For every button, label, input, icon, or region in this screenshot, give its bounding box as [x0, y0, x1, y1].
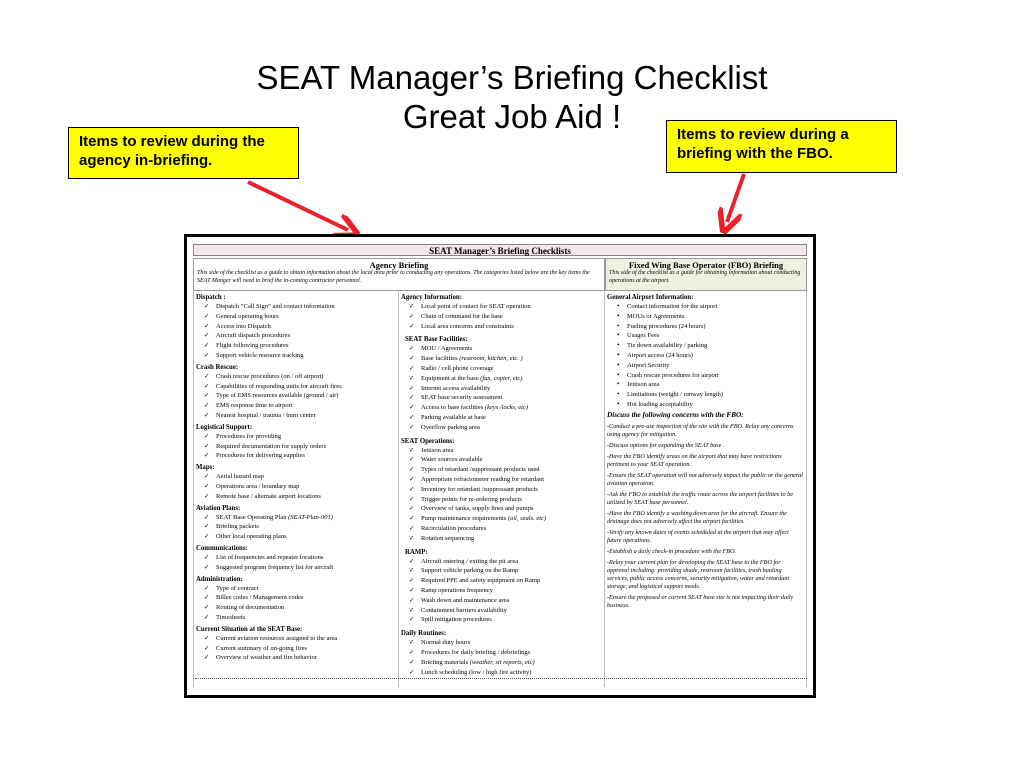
checklist-item: ✓ Other local operating plans [196, 532, 396, 542]
section-logistical-support [196, 424, 396, 461]
concern-item: -Relay your current plan for developing the SEAT base to the FBO for approval including: providing shade, restroom facilities, trash hauling services, public access concerns, security mitigation, water and retardant storage, and logistical support needs. [607, 558, 790, 590]
item-text: Base facilities [421, 355, 460, 363]
bottom-dotted-rule [195, 678, 807, 679]
item-text: Access to base facilities [421, 404, 485, 412]
checklist-item: ✓ Capabilities of responding units for aircraft fires [196, 382, 396, 392]
checklist-item: ✓ List of frequencies and repeater locations [196, 553, 396, 563]
checklist-item: ✓ Inventory for retardant /suppressant products [401, 485, 602, 495]
section-agency-information [401, 294, 602, 331]
checklist-item: ✓ Access into Dispatch [196, 322, 396, 332]
section-title: Administration: [196, 575, 243, 583]
section-title: Dispatch : [196, 294, 226, 301]
checklist-item [401, 514, 602, 524]
checklist-item: ✓ Aircraft entering / exiting the pit area [401, 557, 602, 567]
callout-fbo-briefing: Items to review during a briefing with the FBO. [666, 120, 897, 173]
section-ramp [401, 549, 602, 626]
concern-item: -Have the FBO identify a washing down area for the aircraft. Ensure the drainage does not adversely affect the airport facilities. [607, 509, 787, 525]
item-text: SEAT Base Operating Plan [216, 513, 289, 521]
checklist-item: ✓ Operations area / boundary map [196, 482, 396, 492]
checklist-item: ✓ Support vehicle resource tracking [196, 351, 396, 361]
section-general-airport-information [607, 294, 804, 410]
section-title: Maps: [196, 464, 215, 472]
bullet-item: • Fueling procedures (24 hours) [607, 322, 804, 332]
checklist-item: ✓ General operating hours [196, 312, 396, 322]
concern-item: -Verify any known dates of events scheduled at the airport that may affect future operations. [607, 528, 789, 544]
section-title: SEAT Operations: [401, 437, 455, 445]
concern-item: -Ensure the proposed or current SEAT base site is not impacting their daily business. [607, 593, 794, 609]
bullet-item: • Jettison area [607, 380, 804, 390]
checklist-item: ✓ Crash rescue procedures (on / off airport) [196, 372, 396, 382]
checklist-sheet [184, 234, 816, 698]
checklist-item: ✓ Procedures for daily briefing / debriefings [401, 648, 602, 658]
agency-briefing-description: This side of the checklist as a guide to obtain information about the local area prior to conducting any operations. The categories listed below are the key items the SEAT Manger will need to brief the in-coming contractor personnel. [197, 270, 590, 284]
section-title: SEAT Base Facilities: [405, 336, 468, 344]
checklist-item: ✓ Current aviation resources assigned to the area [196, 634, 396, 644]
checklist-item: ✓ Recirculation procedures [401, 524, 602, 534]
checklist-item: ✓ Parking available at base [401, 413, 602, 423]
concern-item: -Discuss options for expanding the SEAT base . [607, 441, 725, 449]
concerns-title: Discuss the following concerns with the FBO: [607, 410, 744, 419]
arrow-right [727, 174, 744, 222]
checklist-item: ✓ Briefing packets [196, 522, 396, 532]
item-text: Briefing materials [421, 658, 470, 666]
checklist-item: ✓ Internet access availability [401, 384, 602, 394]
bullet-item: • Usages Fees [607, 331, 804, 341]
checklist-item: ✓ Normal duty hours [401, 638, 602, 648]
section-dispatch [196, 294, 396, 361]
checklist-item: ✓ Ramp operations frequency [401, 586, 602, 596]
concern-item: -Have the FBO identify areas on the airport that may have restrictions pertinent to your SEAT operation. [607, 452, 782, 468]
section-title: RAMP: [405, 548, 428, 556]
section-title: Crash Rescue: [196, 363, 239, 371]
section-seat-base-facilities [401, 336, 602, 432]
checklist-item: ✓ Nearest hospital / trauma / burn center [196, 411, 396, 421]
bullet-item: • MOUs or Agreements [607, 312, 804, 322]
checklist-item [401, 354, 602, 364]
checklist-item: ✓ Timesheets [196, 613, 396, 623]
item-note: (fax, copier, etc) [480, 374, 523, 382]
agency-column-left [193, 291, 399, 687]
section-current-situation [196, 626, 396, 663]
concern-item: -Conduct a pre-use inspection of the site with the FBO. Relay any concerns using agency for mitigation. [607, 422, 794, 438]
fbo-briefing-description: This side of the checklist as a guide for obtaining information about conducting operations at the airport. [609, 270, 801, 284]
item-note: (oil, seals. etc) [507, 515, 547, 523]
bullet-item: • Contact information for the airport [607, 302, 804, 312]
callout-agency-briefing: Items to review during the agency in-briefing. [68, 127, 299, 179]
checklist-item: ✓ Overview of tanks, supply lines and pumps [401, 504, 602, 514]
checklist-item: ✓ EMS response time to airport [196, 401, 396, 411]
checklist-item: ✓ Procedures for providing [196, 432, 396, 442]
checklist-item: ✓ Support vehicle parking on the Ramp [401, 566, 602, 576]
section-title: Agency Information: [401, 294, 462, 301]
checklist-item: ✓ Aerial hazard map [196, 472, 396, 482]
checklist-item: ✓ Remote base / alternate airport locations [196, 492, 396, 502]
checklist-item: ✓ Lunch scheduling (low / high fire activity) [401, 668, 602, 678]
section-maps [196, 464, 396, 501]
checklist-item: ✓ Procedures for delivering supplies [196, 451, 396, 461]
checklist-item: ✓ MOU / Agreements [401, 344, 602, 354]
checklist-item: ✓ Appropriate refractometer reading for retardant [401, 475, 602, 485]
checklist-item: ✓ SEAT base security assessment [401, 393, 602, 403]
checklist-item: ✓ Containment barriers availability [401, 606, 602, 616]
checklist-item: ✓ Water sources available [401, 455, 602, 465]
section-title: Aviation Plans: [196, 504, 241, 512]
checklist-item: ✓ Jettison area [401, 446, 602, 456]
section-administration [196, 576, 396, 623]
checklist-item [196, 513, 396, 523]
checklist-item: ✓ Rotation sequencing [401, 534, 602, 544]
concern-item: -Ensure the SEAT operation will not adversely impact the public or the general aviation operation. [607, 471, 804, 487]
checklist-title: SEAT Manager’s Briefing Checklists [193, 244, 807, 256]
checklist-item [401, 374, 602, 384]
item-note: (SEAT-Plan-001) [288, 513, 333, 521]
bullet-item: • Hot loading acceptability [607, 400, 804, 410]
checklist-item: ✓ Wash down and maintenance area [401, 596, 602, 606]
checklist-item: ✓ Types of retardant /suppressant products used [401, 465, 602, 475]
section-title: Daily Routines: [401, 630, 447, 638]
section-title: Logistical Support: [196, 423, 253, 431]
item-note: (keys /locks, etc) [484, 404, 529, 412]
checklist-item: ✓ Type of EMS resources available (ground / air) [196, 391, 396, 401]
checklist-item [401, 403, 602, 413]
checklist-item: ✓ Type of contract [196, 584, 396, 594]
agency-briefing-header [193, 258, 605, 291]
fbo-column [605, 291, 807, 687]
agency-column-right [399, 291, 605, 687]
fbo-briefing-header [605, 258, 807, 291]
checklist-item: ✓ Trigger points for re-ordering products [401, 495, 602, 505]
checklist-item: ✓ Flight following procedures [196, 341, 396, 351]
concern-item: -Establish a daily check-in procedure with the FBO. [607, 547, 737, 555]
bullet-item: • Tie down availability / parking [607, 341, 804, 351]
slide-title-line-1: SEAT Manager’s Briefing Checklist [256, 59, 768, 96]
section-title: Current Situation at the SEAT Base: [196, 625, 303, 633]
checklist-item: ✓ Dispatch “Call Sign” and contact information [196, 302, 396, 312]
fbo-briefing-heading: Fixed Wing Base Operator (FBO) Briefing [628, 260, 784, 270]
section-title: General Airport Information: [607, 294, 694, 301]
slide-title-line-2: Great Job Aid ! [402, 98, 622, 135]
checklist-item: ✓ Suggested program frequency list for aircraft [196, 563, 396, 573]
section-communications [196, 545, 396, 573]
concern-item: -Ask the FBO to establish the traffic route across the airport facilities to be utilized by SEAT base personnel. [607, 490, 794, 506]
checklist-item: ✓ Local area concerns and constraints [401, 322, 602, 332]
section-crash-rescue [196, 364, 396, 421]
bullet-item: • Airport access (24 hours) [607, 351, 804, 361]
checklist-item: ✓ Overview of weather and fire behavior [196, 653, 396, 663]
checklist-item: ✓ Current summary of on-going fires [196, 644, 396, 654]
section-aviation-plans [196, 505, 396, 542]
checklist-item: ✓ Required PPE and safety equipment on Ramp [401, 576, 602, 586]
checklist-item: ✓ Radio / cell phone coverage [401, 364, 602, 374]
checklist-item: ✓ Spill mitigation procedures [401, 615, 602, 625]
checklist-item: ✓ Local point of contact for SEAT operation [401, 302, 602, 312]
bullet-item: • Crash rescue procedures for airport [607, 371, 804, 381]
checklist-item: ✓ Required documentation for supply orders [196, 442, 396, 452]
bullet-item: • Limitations (weight / runway length) [607, 390, 804, 400]
arrow-left [248, 182, 348, 230]
item-text: Pump maintenance requirements [421, 515, 508, 523]
item-text: Equipment at the base [421, 374, 481, 382]
bullet-item: • Airport Security [607, 361, 804, 371]
section-daily-routines [401, 630, 602, 677]
agency-briefing-heading: Agency Briefing [369, 260, 429, 270]
section-seat-operations [401, 438, 602, 544]
checklist-item: ✓ Chain of command for the base [401, 312, 602, 322]
checklist-item: ✓ Routing of documentation [196, 603, 396, 613]
item-note: (restroom, kitchen, etc. ) [459, 355, 523, 363]
checklist-item: ✓ Billee codes / Management codes [196, 593, 396, 603]
item-note: (weather, sit reports, etc) [469, 658, 535, 666]
section-title: Communications: [196, 544, 248, 552]
checklist-item: ✓ Overflow parking area [401, 423, 602, 433]
checklist-item [401, 658, 602, 668]
checklist-item: ✓ Aircraft dispatch procedures [196, 331, 396, 341]
